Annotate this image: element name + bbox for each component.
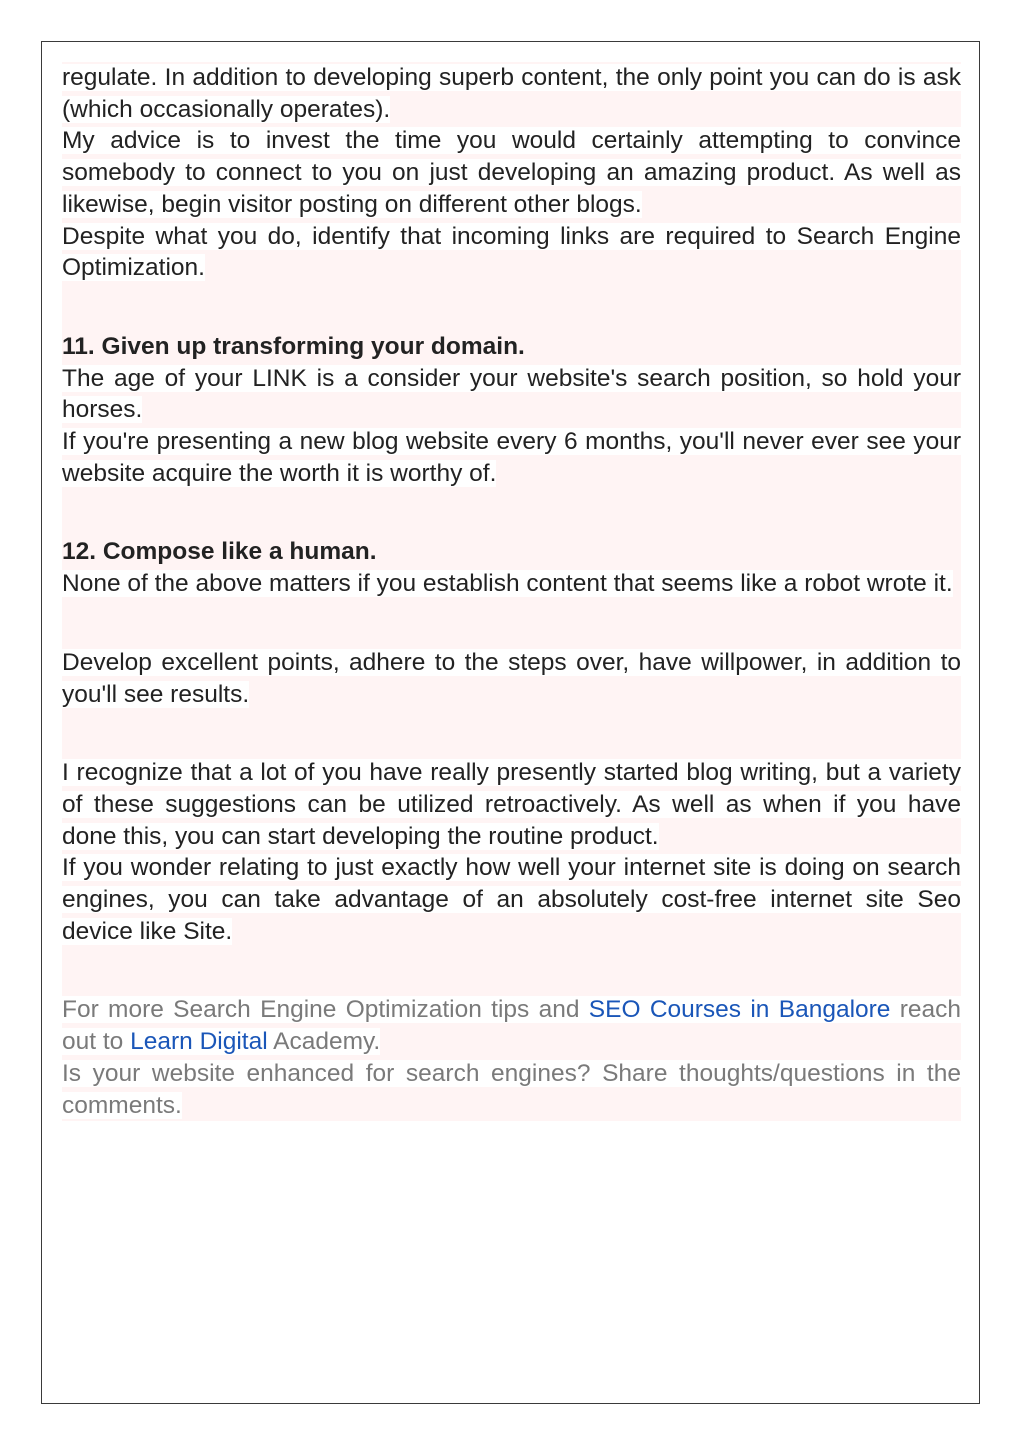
paragraph: None of the above matters if you establish content that seems like a robot wrote it. [62, 570, 953, 598]
section-spacer [62, 710, 961, 757]
learn-digital-link[interactable]: Learn Digital [130, 1028, 268, 1056]
recognize-block [62, 757, 961, 947]
section-11 [62, 331, 961, 490]
footer-text: For more Search Engine Optimization tips and [62, 996, 589, 1024]
section-heading: 12. Compose like a human. [62, 538, 377, 566]
paragraph: If you wonder relating to just exactly how well your internet site is doing on search engines, you can take advantage of an absolutely cost-free internet site Seo device like Site. [62, 854, 961, 945]
section-12 [62, 536, 961, 599]
footer-block [62, 994, 961, 1121]
footer-question: Is your website enhanced for search engines? Share thoughts/questions in the comments. [62, 1059, 961, 1119]
document-body [62, 62, 961, 1121]
paragraph: If you're presenting a new blog website every 6 months, you'll never ever see your website acquire the worth it is worthy of. [62, 428, 961, 487]
paragraph: regulate. In addition to developing superb content, the only point you can do is ask (which occasionally operates). [62, 64, 961, 123]
section-spacer [62, 947, 961, 994]
seo-courses-link[interactable]: SEO Courses in Bangalore [588, 996, 891, 1024]
develop-block [62, 647, 961, 710]
section-spacer [62, 600, 961, 647]
paragraph: Develop excellent points, adhere to the steps over, have willpower, in addition to you'll see results. [62, 648, 961, 708]
section-spacer [62, 489, 961, 536]
footer-text: reach out to [62, 996, 962, 1056]
paragraph: I recognize that a lot of you have really presently started blog writing, but a variety of these suggestions can be utilized retroactively. As well as when if you have done this, you can start developing the routine product. [62, 759, 961, 850]
footer-cta [62, 994, 961, 1057]
paragraph: Despite what you do, identify that incoming links are required to Search Engine Optimization. [62, 222, 961, 282]
paragraph: My advice is to invest the time you would certainly attempting to convince somebody to connect to you on just developing an amazing product. As well as likewise, begin visitor posting on different other blogs. [62, 127, 961, 218]
paragraph: The age of your LINK is a consider your website's search position, so hold your horses. [62, 364, 961, 424]
section-spacer [62, 284, 961, 331]
intro-block [62, 62, 961, 284]
section-heading: 11. Given up transforming your domain. [62, 332, 525, 360]
footer-text: Academy. [267, 1028, 381, 1056]
